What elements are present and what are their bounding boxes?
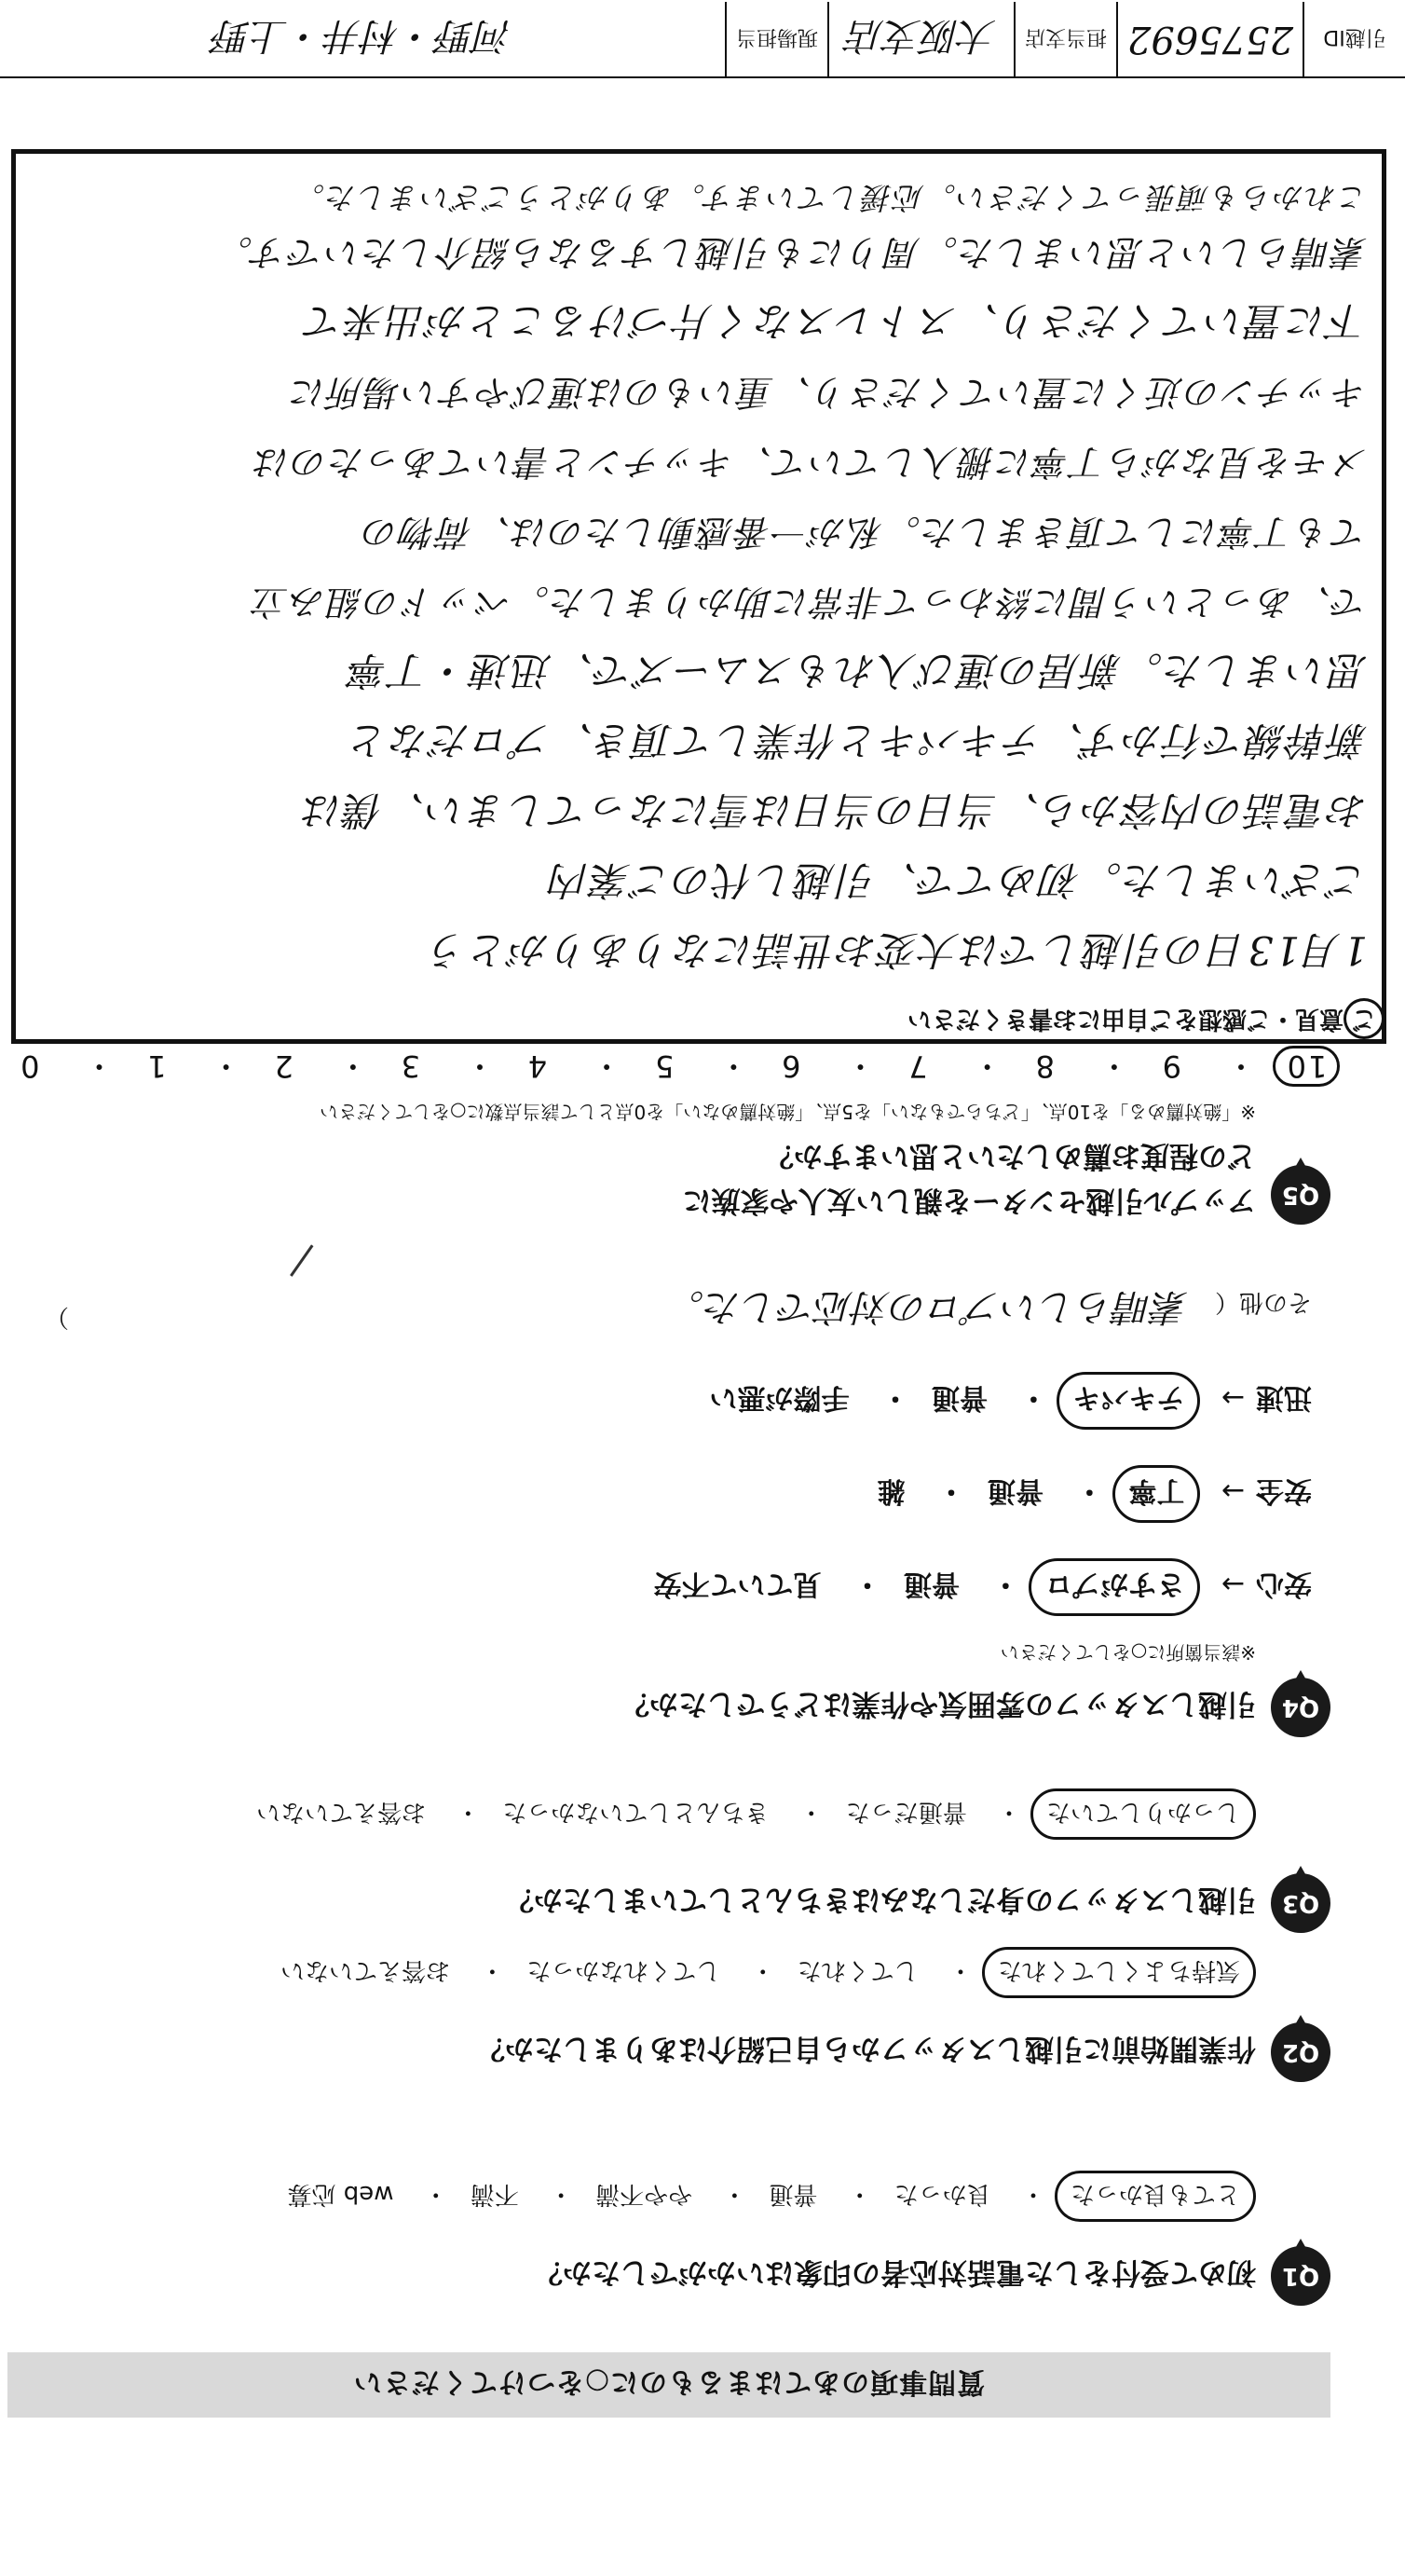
- q4-row-label: 安心: [1256, 1568, 1312, 1600]
- q1-option[interactable]: 不満: [470, 2180, 519, 2208]
- comment-line: ても丁寧にして頂きました。私が一番感動したのは、荷物の: [361, 512, 1368, 553]
- comment-line: 下に置いてくださり、ストレスなく片づけることが出来て: [303, 298, 1368, 344]
- q4-option-selected[interactable]: テキパキ: [1057, 1372, 1200, 1430]
- q5-score[interactable]: 3: [399, 1048, 420, 1084]
- q3-options: しっかりしていた・ 普通だった・ きちんとしていなかった・ お答えていない: [243, 1788, 1256, 1840]
- q4-other-answer[interactable]: 素晴らしいプロの対応でした。: [666, 1285, 1189, 1328]
- comment-line: 素晴らしいと思いました。周りにも引越しするなら紹介したいです。: [215, 232, 1368, 273]
- comment-label-prefix: ご: [1344, 998, 1385, 1039]
- q1-options: とても良かった・ 良かった・ 普通・ やや不満・ 不満・ web 応募: [274, 2171, 1256, 2222]
- q2-option[interactable]: してくれた: [797, 1956, 919, 1984]
- q5-scale: 10・ 9・ 8・ 7・ 6・ 5・ 4・ 3・ 2・ 1・ 0: [4, 1046, 1340, 1089]
- id-label: 引越ID: [1303, 2, 1405, 76]
- q4-option[interactable]: 普通: [931, 1381, 988, 1414]
- q5-score[interactable]: 5: [652, 1048, 675, 1084]
- q5-score[interactable]: 0: [19, 1048, 40, 1084]
- arrow-icon: →: [1221, 1474, 1245, 1507]
- q5-score[interactable]: 9: [1160, 1048, 1182, 1084]
- q4-row-label: 安全: [1256, 1474, 1312, 1507]
- q5-question-line1: アップル引越センターを親しい友人や家族に: [682, 1184, 1256, 1217]
- q4-option[interactable]: 普通: [903, 1568, 960, 1600]
- comment-line: メモを見ながら丁寧に搬入していて、キッチンと書いてあったのは: [252, 442, 1368, 483]
- q4-question: 引越しスタッフの雰囲気や作業はどうでしたか？: [621, 1687, 1256, 1720]
- q4-other-close: ）: [45, 1303, 70, 1331]
- q5-score[interactable]: 8: [1033, 1048, 1055, 1084]
- q5-score[interactable]: 1: [145, 1048, 167, 1084]
- q3-option-selected[interactable]: しっかりしていた: [1030, 1788, 1256, 1840]
- q1-option[interactable]: web 応募: [287, 2180, 394, 2208]
- staff-value: 河野・村井・上野: [213, 14, 512, 58]
- q1-option[interactable]: 普通: [769, 2180, 818, 2208]
- arrow-icon: →: [1221, 1568, 1245, 1600]
- branch-value: 大阪支店: [827, 2, 1014, 76]
- q4-option-selected[interactable]: さすがプロ: [1029, 1558, 1200, 1616]
- q4-row-anshin: 安心→ さすがプロ・ 普通・ 見ていて不安: [641, 1558, 1313, 1616]
- instruction-banner: 質問事項のあてはまるものに○をつけてください: [7, 2352, 1330, 2418]
- comment-line: で、あっという間に終わって非常に助かりました。ベッドの組み立: [251, 582, 1368, 623]
- pen-stroke: [267, 1228, 314, 1277]
- comment-line: 1月13日の引越しでは大変お世話になりありがとう: [426, 927, 1368, 973]
- comment-line: 新幹線で行かず、テキパキと作業して頂き、プロだなと: [348, 718, 1368, 763]
- q4-option[interactable]: 手際が悪い: [709, 1381, 850, 1414]
- q5-badge: Q5: [1271, 1165, 1330, 1225]
- comment-line: これからも頑張ってください。応援しています。ありがとうございました。: [293, 180, 1368, 215]
- q4-other: [45, 1283, 1312, 1336]
- comment-line: ございました。初めてで、引越し代のご案内: [548, 857, 1368, 903]
- q2-option[interactable]: お答えていない: [280, 1956, 451, 1984]
- staff-label: 現場担当: [725, 2, 827, 76]
- q5-score[interactable]: 7: [907, 1048, 928, 1084]
- q3-option[interactable]: お答えていない: [256, 1798, 427, 1826]
- q4-option[interactable]: 雑: [877, 1474, 906, 1507]
- q4-row-jinsoku: 迅速→ テキパキ・ 普通・ 手際が悪い: [697, 1372, 1313, 1430]
- q5-score-selected[interactable]: 10: [1273, 1046, 1340, 1087]
- q3-option[interactable]: きちんとしていなかった: [502, 1798, 770, 1826]
- q1-option[interactable]: やや不満: [595, 2180, 693, 2208]
- q1-question: 初めて受付をした電話対応者の印象はいかがでしたか？: [534, 2255, 1256, 2289]
- q5-score[interactable]: 2: [272, 1048, 293, 1084]
- q4-note: ※該当箇所に○をしてください: [1000, 1641, 1256, 1664]
- q4-option[interactable]: 見ていて不安: [653, 1568, 822, 1600]
- q3-question: 引越しスタッフの身だしなみはきちんとしていましたか？: [505, 1883, 1256, 1916]
- q5-score[interactable]: 6: [780, 1048, 801, 1084]
- comment-label-text: 意見・ご感想をご自由にお書きください: [907, 1005, 1344, 1033]
- q2-question: 作業開始前に引越しスタッフから自己紹介はありましたか？: [476, 2032, 1256, 2065]
- id-value: 2575692: [1116, 2, 1303, 76]
- staff-header: [0, 2, 1405, 78]
- q1-badge: Q1: [1271, 2246, 1330, 2306]
- q1-option[interactable]: 良かった: [893, 2180, 991, 2208]
- comment-line: お電話の内容から、当日の当日は雪になってしまい、僕は: [301, 788, 1368, 833]
- q5-score[interactable]: 4: [525, 1048, 548, 1084]
- q4-option[interactable]: 普通: [987, 1474, 1044, 1507]
- q5-question-line2: どの程度お薦めしたいと思いますか？: [765, 1139, 1256, 1172]
- q1-option-selected[interactable]: とても良かった: [1055, 2171, 1256, 2222]
- q4-other-label: その他（: [1214, 1288, 1312, 1316]
- comment-line: キッチンの近くに置いてくださり、重いものは運びやすい場所に: [289, 372, 1368, 413]
- q4-row-label: 迅速: [1256, 1381, 1312, 1414]
- q4-badge: Q4: [1271, 1678, 1330, 1737]
- branch-label: 担当支店: [1014, 2, 1116, 76]
- q2-option-selected[interactable]: 気持ちよくしてくれた: [982, 1947, 1256, 1998]
- q5-note: ※「絶対薦める」を10点、「どちらでもない」を5点、「絶対薦めない」を0点として該当点数に○をしてください: [320, 1101, 1256, 1123]
- arrow-icon: →: [1221, 1381, 1245, 1414]
- q2-options: 気持ちよくしてくれた・ してくれた・ してくれなかった・ お答えていない: [267, 1947, 1256, 1998]
- comment-line: 思いました。新居の運び入れもスムーズで、迅速・丁寧: [348, 648, 1368, 693]
- q4-row-anzen: 安全→ 丁寧・ 普通・ 雑: [865, 1465, 1313, 1523]
- q2-option[interactable]: してくれなかった: [526, 1956, 721, 1984]
- q4-option-selected[interactable]: 丁寧: [1112, 1465, 1200, 1523]
- q3-option[interactable]: 普通だった: [845, 1798, 967, 1826]
- comment-label: [907, 1004, 1385, 1038]
- q3-badge: Q3: [1271, 1873, 1330, 1933]
- q2-badge: Q2: [1271, 2022, 1330, 2082]
